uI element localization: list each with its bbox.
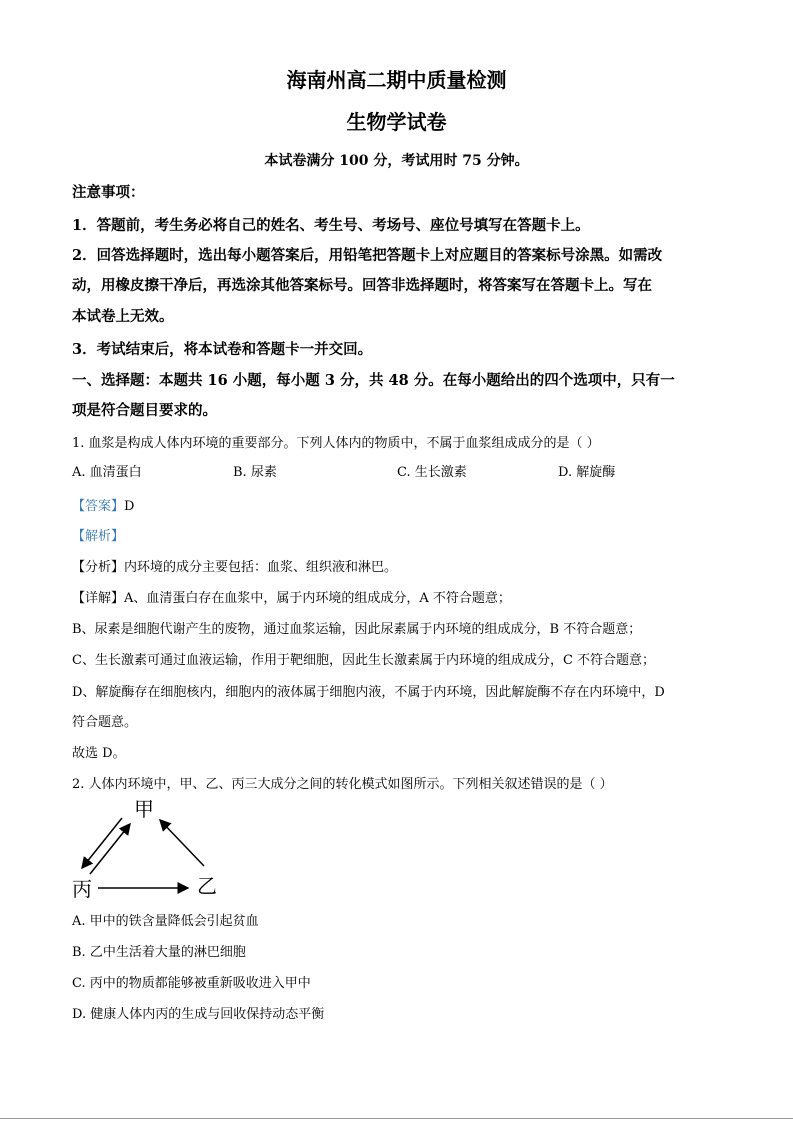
question-2-option-c: C. 丙中的物质都能够被重新吸收进入甲中 [72,976,311,991]
explanation-b: B、尿素是细胞代谢产生的废物，通过血浆运输，因此尿素属于内环境的组成成分，B 不符合题意； [72,622,642,637]
question-1-option-b: B. 尿素 [233,465,277,480]
question-1-option-d: D. 解旋酶 [558,465,616,480]
explanation-c: C、生长激素可通过血液运输，作用于靶细胞，因此生长激素属于内环境的组成成分，C 不符合题意； [72,653,656,668]
arrow-jia-to-bing [82,818,122,868]
conclusion: 故选 D。 [72,746,126,761]
note-3: 3．考试结束后，将本试卷和答题卡一并交回。 [72,341,373,358]
question-1-option-c: C. 生长激素 [397,465,467,480]
arrow-bing-to-jia [90,824,130,874]
analysis-label: 【解析】 [72,529,125,544]
label-jia: 甲 [134,797,154,821]
label-bing: 丙 [72,877,92,901]
answer-label: 【答案】 [72,499,125,514]
note-1: 1．答题前，考生务必将自己的姓名、考生号、考场号、座位号填写在答题卡上。 [72,217,590,234]
note-2-line-2: 动，用橡皮擦干净后，再选涂其他答案标号。回答非选择题时，将答案写在答题卡上。写在 [72,277,652,294]
question-2-option-a: A. 甲中的铁含量降低会引起贫血 [72,914,259,929]
note-2-line-1: 2．回答选择题时，选出每小题答案后，用铅笔把答题卡上对应题目的答案标号涂黑。如需改 [72,247,663,264]
xiangjie-label: 【详解】 [72,591,125,606]
section-heading-line-1: 一、选择题：本题共 16 小题，每小题 3 分，共 48 分。在每小题给出的四个选项中，只有一 [72,372,675,389]
explanation-d-line-1: D、解旋酶存在细胞核内，细胞内的液体属于细胞内液，不属于内环境，因此解旋酶不存在内环境中，D [72,685,665,700]
label-yi: 乙 [197,874,217,898]
explanation-d-line-2: 符合题意。 [72,715,138,730]
exam-subtitle: 生物学试卷 [346,110,447,134]
exam-title: 海南州高二期中质量检测 [286,68,507,92]
note-2-line-3: 本试卷上无效。 [72,308,174,325]
fenxi-line [72,556,722,575]
question-1-answer [72,495,722,514]
xiangjie-line [72,587,722,606]
exam-info: 本试卷满分 100 分，考试用时 75 分钟。 [264,153,529,169]
notes-heading: 注意事项： [72,184,145,201]
answer-value: D [124,499,135,514]
section-heading-line-2: 项是符合题目要求的。 [72,402,217,419]
page-bottom-rule [0,1118,793,1119]
arrow-yi-to-jia [160,820,204,866]
question-1-stem: 1. 血浆是构成人体内环境的重要部分。下列人体内的物质中，不属于血浆组成成分的是（ ） [72,436,600,451]
fenxi-text: 内环境的成分主要包括：血浆、组织液和淋巴。 [124,560,398,575]
question-2-stem: 2. 人体内环境中，甲、乙、丙三大成分之间的转化模式如图所示。下列相关叙述错误的是（ ） [72,777,613,792]
question-1-option-a: A. 血清蛋白 [72,465,142,480]
conversion-diagram [70,796,230,906]
xiangjie-text: A、血清蛋白存在血浆中，属于内环境的组成成分，A 不符合题意； [124,591,511,606]
question-2-option-d: D. 健康人体内丙的生成与回收保持动态平衡 [72,1007,325,1022]
fenxi-label: 【分析】 [72,560,125,575]
question-2-option-b: B. 乙中生活着大量的淋巴细胞 [72,945,246,960]
